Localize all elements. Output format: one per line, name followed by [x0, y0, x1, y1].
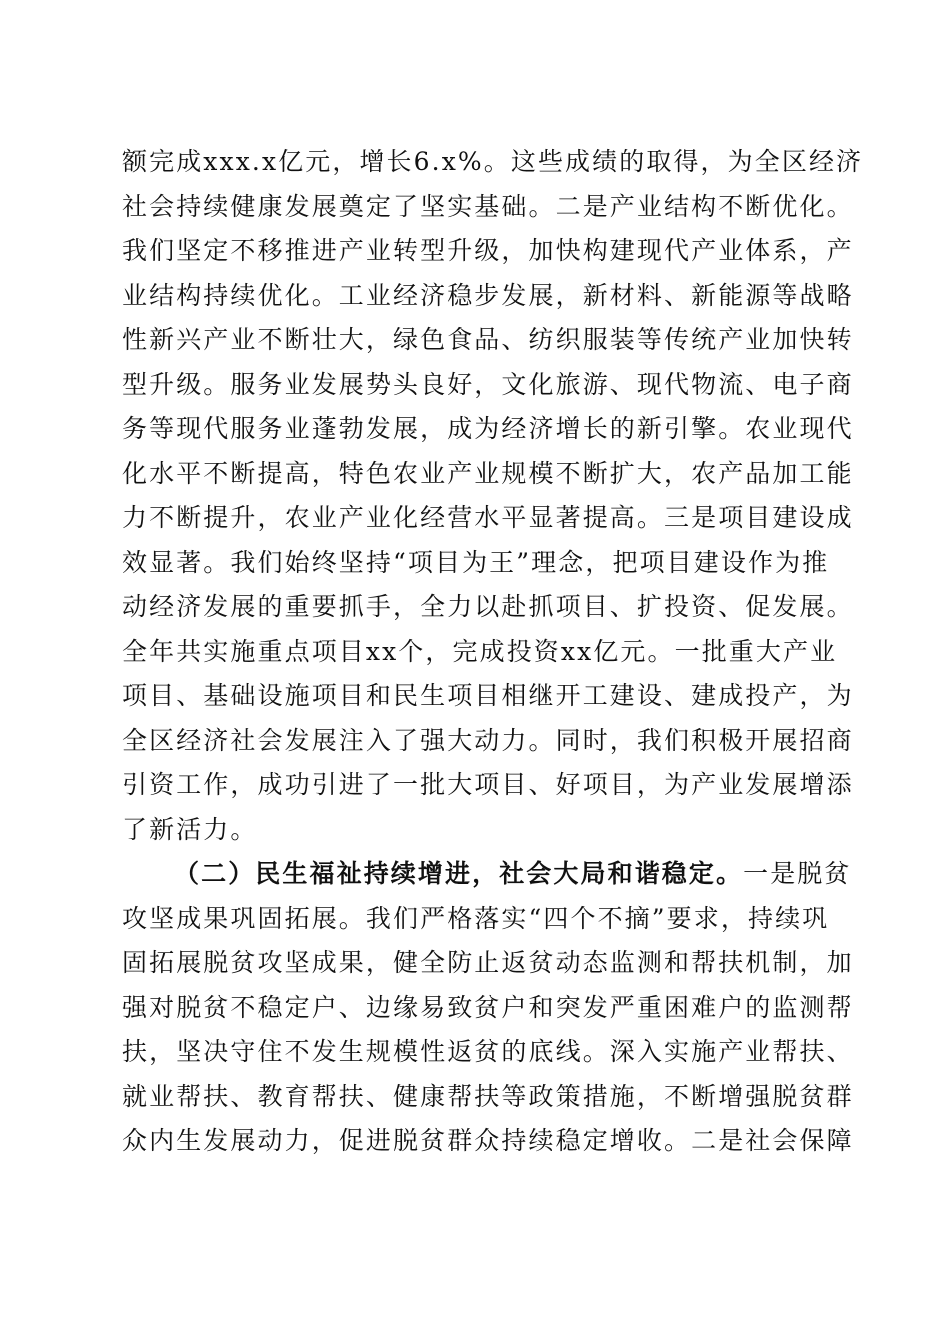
text-line: 社会持续健康发展奠定了坚实基础。二是产业结构不断优化。	[122, 191, 854, 221]
text-line: 型升级。服务业发展势头良好，文化旅游、现代物流、电子商	[122, 369, 854, 399]
text-line: 攻坚成果巩固拓展。我们严格落实“四个不摘”要求，持续巩	[122, 903, 830, 933]
text-line: 固拓展脱贫攻坚成果，健全防止返贫动态监测和帮扶机制，加	[122, 948, 854, 977]
text-line: 引资工作，成功引进了一批大项目、好项目，为产业发展增添	[122, 770, 854, 799]
body-text	[122, 140, 864, 1164]
text-line: 力不断提升，农业产业化经营水平显著提高。三是项目建设成	[122, 503, 854, 532]
text-line: 全年共实施重点项目xx个，完成投资xx亿元。一批重大产业	[122, 636, 838, 666]
text-line: 业结构持续优化。工业经济稳步发展，新材料、新能源等战略	[122, 280, 854, 310]
section-heading-continuation: 一是脱贫	[743, 859, 852, 888]
text-line: 动经济发展的重要抓手，全力以赴抓项目、扩投资、促发展。	[122, 592, 854, 621]
text-line: 项目、基础设施项目和民生项目相继开工建设、建成投产，为	[122, 681, 854, 710]
text-line: 务等现代服务业蓬勃发展，成为经济增长的新引擎。农业现代	[122, 414, 854, 443]
text-line: 我们坚定不移推进产业转型升级，加快构建现代产业体系，产	[122, 236, 854, 265]
text-line: 就业帮扶、教育帮扶、健康帮扶等政策措施，不断增强脱贫群	[122, 1081, 854, 1111]
text-line: 化水平不断提高，特色农业产业规模不断扩大，农产品加工能	[122, 458, 854, 488]
section-heading-line	[122, 852, 852, 897]
text-line: 强对脱贫不稳定户、边缘易致贫户和突发严重困难户的监测帮	[122, 992, 854, 1022]
text-line: 性新兴产业不断壮大，绿色食品、纺织服装等传统产业加快转	[122, 325, 854, 354]
text-line: 额完成xxx.x亿元，增长6.x%。这些成绩的取得，为全区经济	[122, 147, 864, 176]
text-line: 了新活力。	[122, 814, 258, 844]
text-line: 众内生发展动力，促进脱贫群众持续稳定增收。二是社会保障	[122, 1126, 854, 1155]
text-line: 效显著。我们始终坚持“项目为王”理念，把项目建设作为推	[122, 547, 830, 577]
section-heading: （二）民生福祉持续增进，社会大局和谐稳定。	[174, 859, 744, 888]
text-line: 全区经济社会发展注入了强大动力。同时，我们积极开展招商	[122, 725, 854, 755]
text-line: 扶，坚决守住不发生规模性返贫的底线。深入实施产业帮扶、	[122, 1037, 854, 1066]
